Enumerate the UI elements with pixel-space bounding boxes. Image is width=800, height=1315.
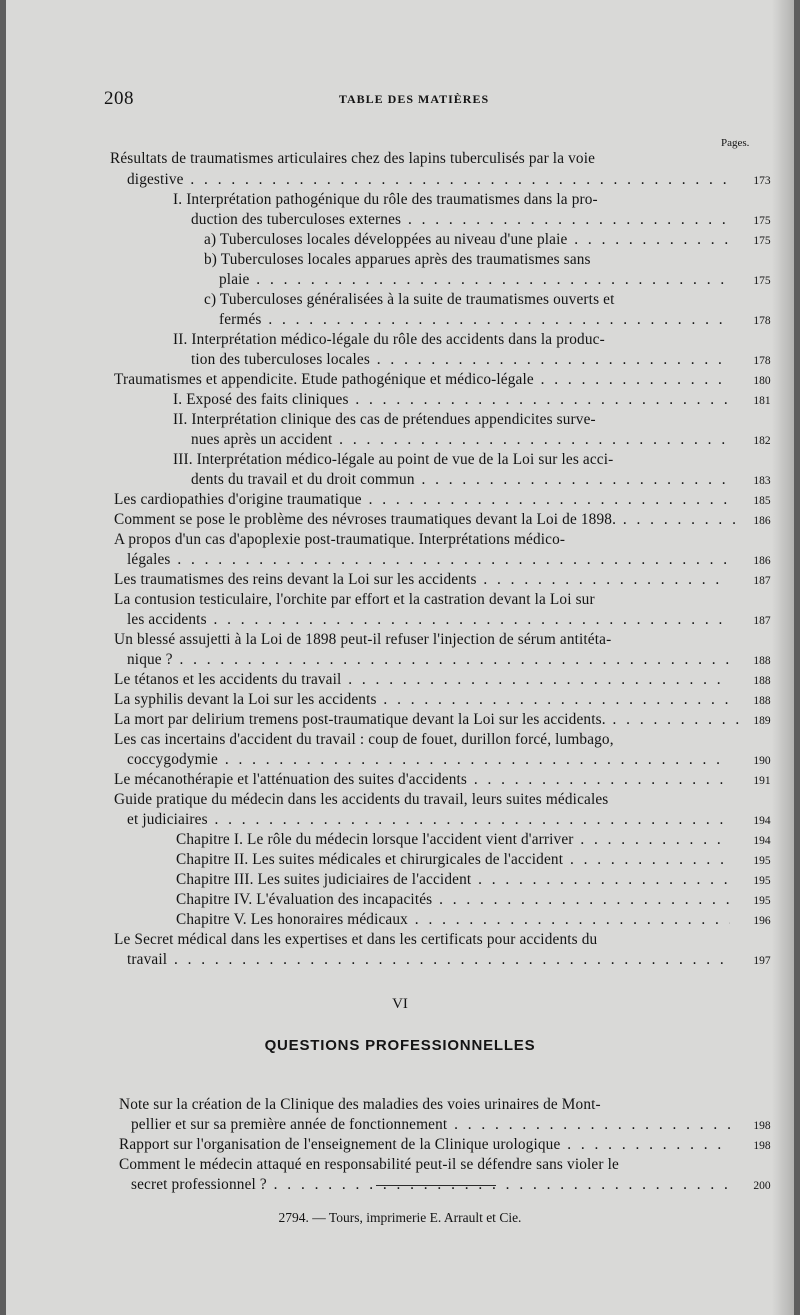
toc-page-number: 186 bbox=[753, 515, 771, 527]
toc-entry-line: La syphilis devant la Loi sur les accidents . . . bbox=[114, 691, 730, 709]
footer-rule bbox=[376, 1185, 496, 1186]
toc-page-number: 198 bbox=[753, 1120, 771, 1132]
toc-page-number: 175 bbox=[753, 235, 771, 247]
toc-entry-line: Le Secret médical dans les expertises et dans les certificats pour accidents du bbox=[114, 931, 598, 948]
toc-page-number: 175 bbox=[753, 275, 771, 287]
toc-entry-line: Comment le médecin attaqué en responsabilité peut-il se défendre sans violer le bbox=[119, 1156, 619, 1173]
toc-entry-line: coccygodymie . . . bbox=[127, 751, 730, 769]
toc-page-number: 178 bbox=[753, 355, 771, 367]
toc-entry-line: Chapitre IV. L'évaluation des incapacités . . . bbox=[176, 891, 730, 909]
toc-page-number: 183 bbox=[753, 475, 771, 487]
toc-entry-line: Guide pratique du médecin dans les accidents du travail, leurs suites médicales bbox=[114, 791, 609, 808]
toc-page-number: 191 bbox=[753, 775, 771, 787]
toc-entry-line: Chapitre II. Les suites médicales et chirurgicales de l'accident . . . bbox=[176, 851, 730, 869]
toc-entry-line: Résultats de traumatismes articulaires chez des lapins tuberculisés par la voie bbox=[110, 150, 596, 167]
toc-entry-line: A propos d'un cas d'apoplexie post-traumatique. Interprétations médico- bbox=[114, 531, 566, 548]
toc-entry-line: Comment se pose le problème des névroses traumatiques devant la Loi de 1898. . . . bbox=[114, 511, 744, 529]
toc-page-number: 180 bbox=[753, 375, 771, 387]
toc-page-number: 182 bbox=[753, 435, 771, 447]
toc-page-number: 189 bbox=[753, 715, 771, 727]
toc-entry-line: nues après un accident . . . bbox=[191, 431, 730, 449]
toc-page-number: 188 bbox=[753, 655, 771, 667]
toc-page-number: 197 bbox=[753, 955, 771, 967]
toc-page-number: 185 bbox=[753, 495, 771, 507]
toc-entry-line: Note sur la création de la Clinique des maladies des voies urinaires de Mont- bbox=[119, 1096, 601, 1113]
toc-entry-line: nique ? . . . bbox=[127, 651, 730, 669]
toc-page-number: 200 bbox=[753, 1180, 771, 1192]
toc-page-number: 190 bbox=[753, 755, 771, 767]
section-title: QUESTIONS PROFESSIONNELLES bbox=[264, 1037, 536, 1054]
toc-entry-line: I. Interprétation pathogénique du rôle des traumatismes dans la pro- bbox=[173, 191, 598, 208]
toc-page-number: 188 bbox=[753, 675, 771, 687]
toc-page-number: 187 bbox=[753, 615, 771, 627]
toc-entry-line: II. Interprétation clinique des cas de prétendues appendicites surve- bbox=[173, 411, 596, 428]
toc-page-number: 194 bbox=[753, 835, 771, 847]
toc-page-number: 175 bbox=[753, 215, 771, 227]
toc-entry-line: Les traumatismes des reins devant la Loi sur les accidents . . . bbox=[114, 571, 730, 589]
toc-entry-line: fermés . . . bbox=[219, 311, 730, 329]
toc-entry-line: pellier et sur sa première année de fonctionnement . . . bbox=[131, 1116, 730, 1134]
toc-entry-line: La mort par delirium tremens post-traumatique devant la Loi sur les accidents. . . . bbox=[114, 711, 744, 729]
printer-imprint: 2794. — Tours, imprimerie E. Arrault et Cie. bbox=[278, 1210, 522, 1225]
toc-entry-line: Le mécanothérapie et l'atténuation des suites d'accidents . . . bbox=[114, 771, 730, 789]
toc-entry-line: Les cas incertains d'accident du travail : coup de fouet, durillon forcé, lumbago, bbox=[114, 731, 614, 748]
toc-entry-line: et judiciaires . . . bbox=[127, 811, 730, 829]
toc-entry-line: Les cardiopathies d'origine traumatique . . . bbox=[114, 491, 730, 509]
toc-entry-line: Chapitre I. Le rôle du médecin lorsque l'accident vient d'arriver . . . bbox=[176, 831, 730, 849]
toc-entry-line: duction des tuberculoses externes . . . bbox=[191, 211, 730, 229]
pages-column-label: Pages. bbox=[721, 137, 750, 149]
toc-page-number: 188 bbox=[753, 695, 771, 707]
toc-page-number: 186 bbox=[753, 555, 771, 567]
toc-entry-line: dents du travail et du droit commun . . . bbox=[191, 471, 730, 489]
toc-page-number: 195 bbox=[753, 875, 771, 887]
page-number: 208 bbox=[104, 88, 134, 109]
toc-page-number: 178 bbox=[753, 315, 771, 327]
toc-page-number: 187 bbox=[753, 575, 771, 587]
toc-entry-line: I. Exposé des faits cliniques . . . bbox=[173, 391, 730, 409]
toc-page-number: 194 bbox=[753, 815, 771, 827]
toc-entry-line: plaie . . . bbox=[219, 271, 730, 289]
toc-entry-line: travail . . . bbox=[127, 951, 730, 969]
section-number: VI bbox=[392, 996, 408, 1012]
toc-entry-line: Chapitre III. Les suites judiciaires de l'accident . . . bbox=[176, 871, 730, 889]
toc-entry-line: III. Interprétation médico-légale au point de vue de la Loi sur les acci- bbox=[173, 451, 614, 468]
toc-entry-line: Chapitre V. Les honoraires médicaux . . . bbox=[176, 911, 730, 929]
toc-entry-line: Un blessé assujetti à la Loi de 1898 peut-il refuser l'injection de sérum antitéta- bbox=[114, 631, 612, 648]
book-page bbox=[6, 0, 794, 1315]
toc-page-number: 181 bbox=[753, 395, 771, 407]
toc-entry-line: Rapport sur l'organisation de l'enseignement de la Clinique urologique . . . bbox=[119, 1136, 730, 1154]
toc-entry-line: tion des tuberculoses locales . . . bbox=[191, 351, 730, 369]
page-header bbox=[104, 88, 724, 112]
toc-entry-line: secret professionnel ? . . . bbox=[131, 1176, 730, 1194]
toc-entry-line: La contusion testiculaire, l'orchite par effort et la castration devant la Loi sur bbox=[114, 591, 595, 608]
toc-entry-line: légales . . . bbox=[127, 551, 730, 569]
toc-entry-line: Traumatismes et appendicite. Etude pathogénique et médico-légale . . . bbox=[114, 371, 730, 389]
toc-page-number: 173 bbox=[753, 175, 771, 187]
toc-page-number: 195 bbox=[753, 855, 771, 867]
toc-entry-line: a) Tuberculoses locales développées au niveau d'une plaie . . . bbox=[204, 231, 730, 249]
toc-entry-line: les accidents . . . bbox=[127, 611, 730, 629]
running-title: TABLE DES MATIÈRES bbox=[338, 92, 490, 106]
toc-entry-line: Le tétanos et les accidents du travail . . . bbox=[114, 671, 730, 689]
toc-entry-line: c) Tuberculoses généralisées à la suite de traumatismes ouverts et bbox=[204, 291, 615, 308]
toc-entry-line: II. Interprétation médico-légale du rôle des accidents dans la produc- bbox=[173, 331, 605, 348]
toc-entry-line: digestive . . . bbox=[127, 171, 730, 189]
toc-page-number: 195 bbox=[753, 895, 771, 907]
toc-entry-line: b) Tuberculoses locales apparues après des traumatismes sans bbox=[204, 251, 591, 268]
toc-page-number: 198 bbox=[753, 1140, 771, 1152]
toc-page-number: 196 bbox=[753, 915, 771, 927]
